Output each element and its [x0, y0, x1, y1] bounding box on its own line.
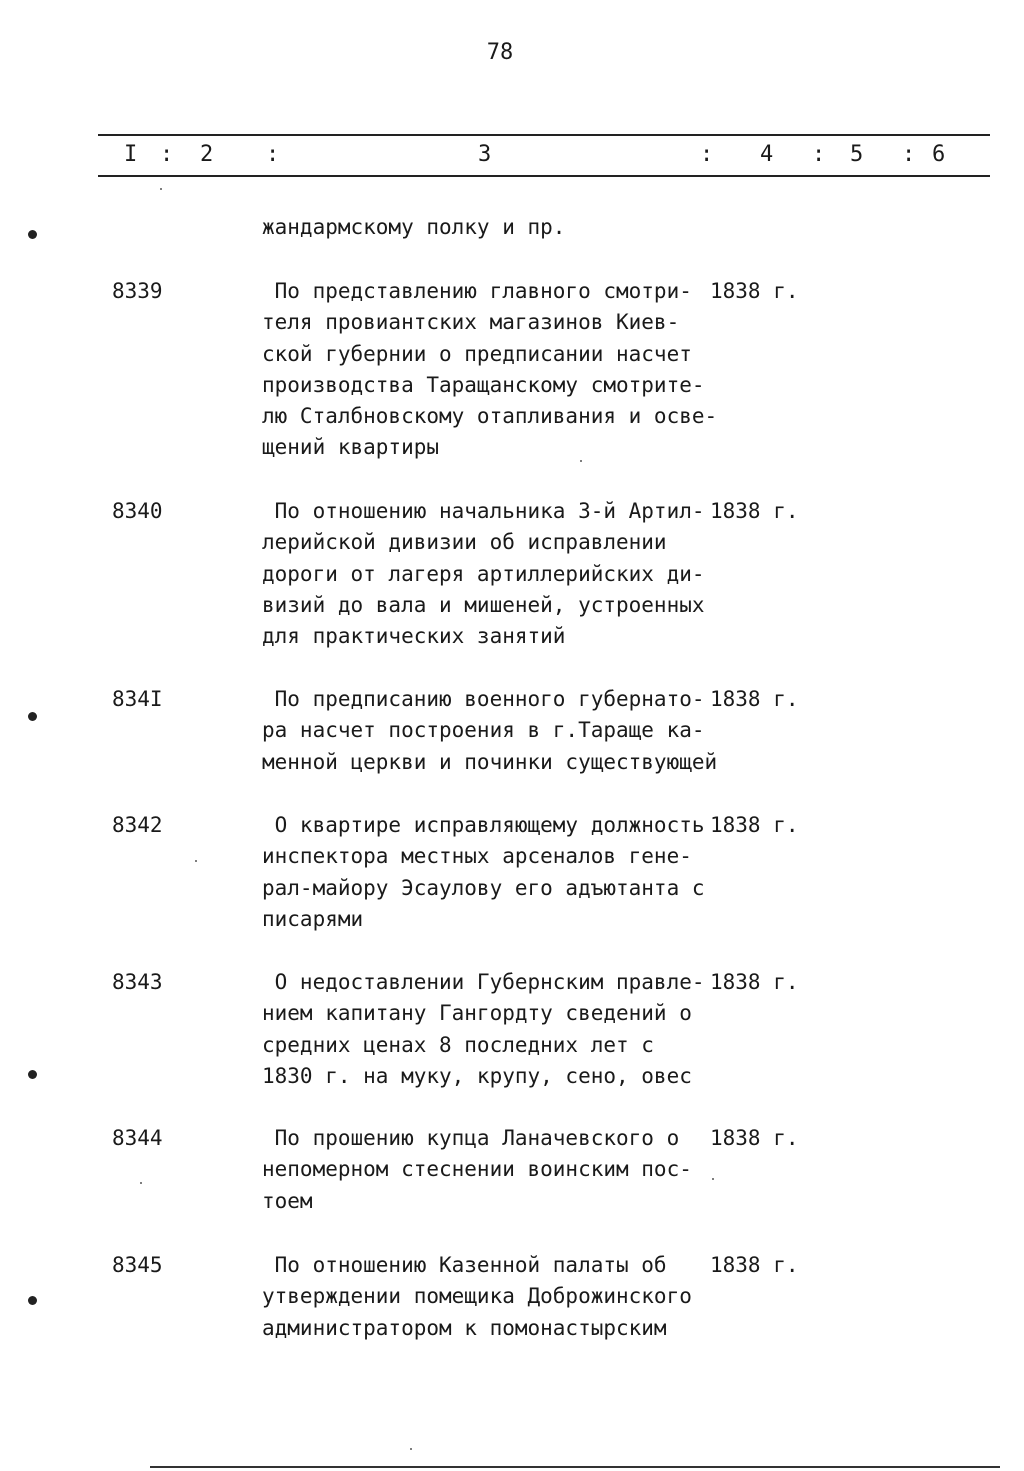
punch-hole — [28, 1070, 37, 1079]
entry-line: О недоставлении Губернским правле- — [262, 970, 705, 994]
entry-line: ской губернии о предписании насчет — [262, 341, 692, 366]
entry-line: теля провиантских магазинов Киев- — [262, 310, 680, 335]
entry-description — [262, 684, 732, 778]
entry-line: утверждении помещика Доброжинского — [262, 1284, 692, 1309]
entry-line: По представлению главного смотри- — [262, 279, 692, 303]
column-header-2: 2 — [200, 142, 214, 167]
column-header-1: I — [124, 142, 138, 167]
entry-line: По прошению купца Ланачевского о — [262, 1126, 680, 1150]
entry-year: 1838 г. — [710, 1253, 799, 1277]
entry-description — [262, 1250, 732, 1344]
scan-speck — [140, 1182, 142, 1184]
column-header-3: 3 — [478, 142, 492, 167]
entry-year: 1838 г. — [710, 499, 799, 523]
column-header-4: 4 — [760, 142, 774, 167]
entry-line: производства Таращанскому смотрите- — [262, 372, 705, 397]
entry-line: жандармскому полку и пр. — [262, 215, 566, 239]
punch-hole — [28, 1296, 37, 1305]
entry-line: щений квартиры — [262, 435, 440, 460]
header-rule-bottom — [98, 175, 990, 177]
entry-number: 8340 — [112, 499, 163, 523]
punch-hole — [28, 230, 37, 239]
column-separator: : — [160, 142, 174, 167]
entry-number: 834I — [112, 687, 163, 711]
entry-line: лю Сталбновскому отапливания и осве- — [262, 404, 718, 429]
entry-year: 1838 г. — [710, 813, 799, 837]
entry-number: 8342 — [112, 813, 163, 837]
entry-description — [262, 810, 732, 935]
entry-line: для практических занятий — [262, 624, 566, 649]
entry-line: 1830 г. на муку, крупу, сено, овес — [262, 1063, 692, 1088]
entry-description — [262, 496, 732, 652]
entry-description — [262, 276, 732, 464]
entry-year: 1838 г. — [710, 1126, 799, 1150]
scan-speck — [712, 1178, 714, 1180]
punch-hole — [28, 712, 37, 721]
scan-speck — [195, 860, 197, 862]
entry-line: дороги от лагеря артиллерийских ди- — [262, 561, 705, 586]
entry-line: писарями — [262, 906, 364, 931]
entry-line: инспектора местных арсеналов гене- — [262, 844, 692, 869]
entry-line: непомерном стеснении воинским пос- — [262, 1157, 692, 1182]
column-separator: : — [266, 142, 280, 167]
column-separator: : — [700, 142, 714, 167]
entry-number: 8343 — [112, 970, 163, 994]
entry-line: По отношению Казенной палаты об — [262, 1253, 667, 1277]
entry-line: О квартире исправляющему должность — [262, 813, 705, 837]
entry-line: тоем — [262, 1188, 313, 1213]
column-separator: : — [812, 142, 826, 167]
entry-number: 8339 — [112, 279, 163, 303]
entry-description — [262, 1123, 732, 1217]
entry-year: 1838 г. — [710, 687, 799, 711]
entry-number: 8344 — [112, 1126, 163, 1150]
entry-year: 1838 г. — [710, 279, 799, 303]
entry-line: нием капитану Гангордту сведений о — [262, 1001, 692, 1026]
page-number: 78 — [486, 40, 514, 65]
entry-line: рал-майору Эсаулову его адъютанта с — [262, 875, 705, 900]
scan-speck — [580, 460, 582, 462]
scan-speck — [410, 1448, 412, 1450]
entry-year: 1838 г. — [710, 970, 799, 994]
entry-line: средних ценах 8 последних лет с — [262, 1032, 654, 1057]
entry-line: визий до вала и мишеней, устроенных — [262, 592, 705, 617]
entry-line: По отношению начальника 3-й Артил- — [262, 499, 705, 523]
entry-description — [262, 967, 732, 1092]
column-header-5: 5 — [850, 142, 864, 167]
column-separator: : — [902, 142, 916, 167]
column-header-6: 6 — [932, 142, 946, 167]
entry-number: 8345 — [112, 1253, 163, 1277]
entry-line: По предписанию военного губернато- — [262, 687, 705, 711]
entry-line: лерийской дивизии об исправлении — [262, 530, 667, 555]
entry-line: администратором к помонастырским — [262, 1315, 667, 1340]
scan-speck — [160, 188, 162, 190]
entry-line: ра насчет построения в г.Тараще ка- — [262, 718, 705, 743]
entry-continuation-text — [262, 212, 732, 243]
page-bottom-edge — [150, 1466, 1000, 1468]
header-rule-top — [98, 134, 990, 136]
entry-line: менной церкви и починки существующей — [262, 749, 718, 774]
